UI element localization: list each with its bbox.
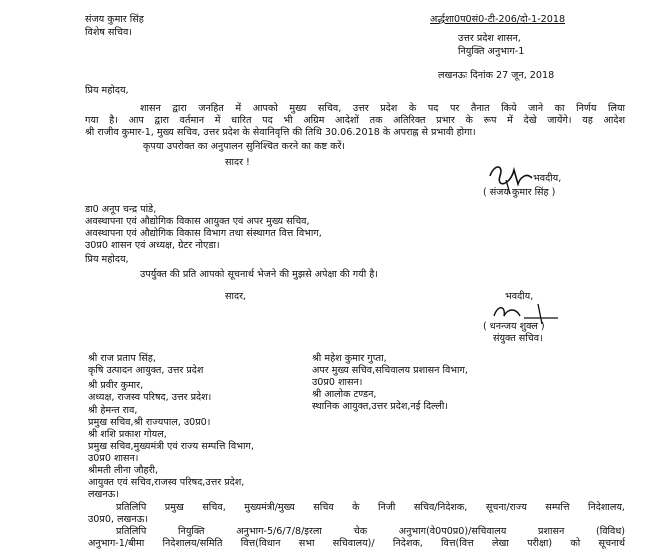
copy-left-line: उ0प्र0 शासन।	[88, 453, 139, 464]
sender-designation: विशेष सचिव।	[85, 27, 132, 38]
sender-name: संजय कुमार सिंह	[85, 14, 144, 25]
copy-left-line: श्री शशि प्रकाश गोयल,	[88, 429, 167, 440]
para-line: गया है। आप द्वारा वर्तमान में धारित पद भी अग्रिम आदेशों तक अतिरिक्त प्रभार के रूप में देखे जायेंगे। यह आदेश	[85, 115, 625, 126]
para-line: शासन द्वारा जनहित में आपको मुख्य सचिव, उत्तर प्रदेश के पद पर तैनात किये जाने का निर्णय लिया	[140, 103, 625, 114]
copy-left-line: श्री प्रवीर कुमार,	[88, 380, 144, 391]
copy-right-line: श्री महेश कुमार गुप्ता,	[312, 353, 387, 364]
copy-left-line: प्रमुख सचिव,श्री राज्यपाल, उ0प्र0।	[88, 417, 211, 428]
addressee-line: डा0 अनूप चन्द्र पांडे,	[85, 204, 157, 215]
copy-note-1-line: उ0प्र0, लखनऊ।	[88, 514, 148, 525]
reference-number: अर्द्धशा0प0सं0-टी-206/दो-1-2018	[430, 14, 566, 25]
addressee-line: अवस्थापना एवं औद्योगिक विकास विभाग तथा संस्थागत वित्त विभाग,	[85, 228, 322, 239]
copy-left-line: आयुक्त एवं सचिव,राजस्व परिषद,उत्तर प्रदेश,	[88, 477, 245, 488]
office-line-1: उत्तर प्रदेश शासन,	[458, 33, 521, 44]
office-line-2: नियुक्ति अनुभाग-1	[458, 46, 525, 57]
copy-left-line: श्रीमती लीना जौहरी,	[88, 465, 159, 476]
copy-left-line: अध्यक्ष, राजस्व परिषद, उत्तर प्रदेश।	[88, 392, 212, 403]
signatory-name-2: ( धनन्जय शुक्ल )	[483, 321, 545, 332]
copy-note-1-line: प्रतिलिपि प्रमुख सचिव, मुख्यमंत्री/मुख्य सचिव के निजी सचिव/निदेशक, सूचना/राज्य सम्पत्ति निदेशालय,	[116, 502, 625, 513]
copy-note-2-line: प्रतिलिपि नियुक्ति अनुभाग-5/6/7/8/इरला चेक अनुभाग(वे0प0प्र0)/सचिवालय प्रशासन (विविध)	[116, 526, 625, 537]
copy-left-line: प्रमुख सचिव,मुख्यमंत्री एवं राज्य सम्पत्ति विभाग,	[88, 441, 254, 452]
place-date: लखनऊः दिनांक 27 जून, 2018	[438, 70, 555, 81]
copy-note-2-line: अनुभाग-1/बीमा निदेशालय/समिति वित्त(विधान सभा सचिवालय)/ निदेशक, वित्त(वित्त लेखा परीक्षा) को सूचनार्थ	[88, 538, 625, 549]
addressee-line: उ0प्र0 शासन एवं अध्यक्ष, ग्रेटर नोएडा।	[85, 240, 220, 251]
copy-right-line: अपर मुख्य सचिव,सचिवालय प्रशासन विभाग,	[312, 365, 468, 376]
salutation: प्रिय महोदय,	[85, 85, 129, 96]
sign-off-2: भवदीय,	[505, 291, 534, 302]
forward-line: उपर्युक्त की प्रति आपको सूचनार्थ भेजने की मुझसे अपेक्षा की गयी है।	[140, 269, 379, 280]
copy-left-line: कृषि उत्पादन आयुक्त, उत्तर प्रदेश	[88, 365, 204, 376]
copy-left-line: श्री राज प्रताप सिंह,	[88, 353, 156, 364]
copy-left-line: लखनऊ।	[88, 489, 119, 500]
copy-left-line: श्री हेमन्त राव,	[88, 405, 138, 416]
request-line: कृपया उपरोक्त का अनुपालन सुनिश्चित करने का कष्ट करें।	[143, 141, 346, 152]
addressee-line: अवस्थापना एवं औद्योगिक विकास आयुक्त एवं अपर मुख्य सचिव,	[85, 216, 310, 227]
signatory-designation-2: संयुक्त सचिव।	[493, 333, 543, 344]
closing: सादर !	[225, 157, 250, 168]
copy-right-line: स्थानिक आयुक्त,उत्तर प्रदेश,नई दिल्ली।	[312, 401, 449, 412]
copy-right-line: उ0प्र0 शासन।	[312, 377, 363, 388]
salutation-2: प्रिय महोदय,	[85, 254, 129, 265]
para-line: श्री राजीव कुमार-1, मुख्य सचिव, उत्तर प्रदेश के सेवानिवृत्ति की तिथि 30.06.2018 के अपराह्न से प्रभावी होगा।	[85, 127, 476, 138]
closing-2: सादर,	[225, 291, 247, 302]
signatory-name: ( संजय कुमार सिंह )	[483, 187, 556, 198]
copy-right-line: श्री आलोक टण्डन,	[312, 389, 377, 400]
sign-off: भवदीय,	[533, 173, 562, 184]
